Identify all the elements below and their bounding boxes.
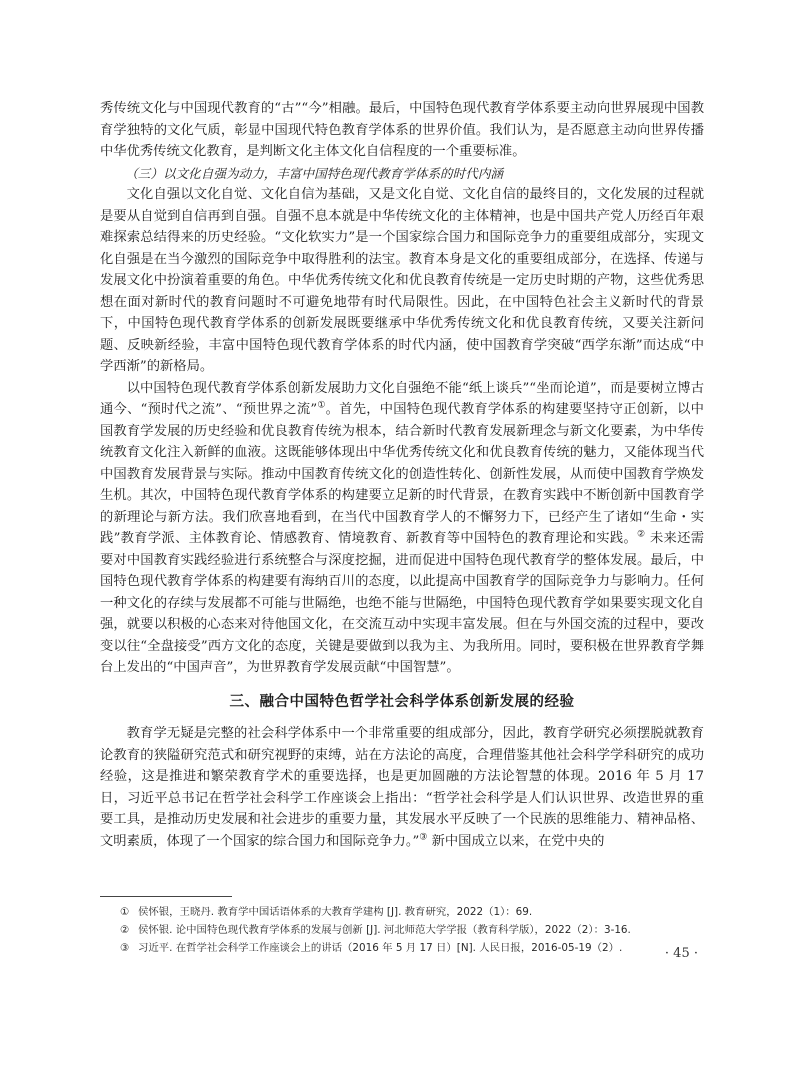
paragraph-text: 教育学无疑是完整的社会科学体系中一个非常重要的组成部分，因此，教育学研究必须摆脱就教育论教育的狭隘研究范式和研究视野的束缚，站在方法论的高度，合理借鉴其他社会科学学科研究的成功经验，这是推进和繁荣教育学术的重要选择，也是更加圆融的方法论智慧的体现。2016 年 5 月 17 日，习近平总书记在哲学社会科学工作座谈会上指出：“哲学社会科学是人们认识世界、改造世界的重要工具，是推动历史发展和社会进步的重要力量，其发展水平反映了一个民族的思维能力、精神品格、文明素质，体现了一个国家的综合国力和国际竞争力。” <box>100 726 704 849</box>
page-number: · 45 · <box>664 946 698 961</box>
subheading: （三）以文化自强为动力，丰富中国特色现代教育学体系的时代内涵 <box>125 165 503 181</box>
footnote-divider <box>100 896 232 897</box>
body-text <box>100 98 704 852</box>
footnote-number: ① <box>120 906 130 918</box>
footnote <box>120 939 710 957</box>
footnote-ref[interactable]: ③ <box>419 832 428 843</box>
footnote-text: 侯怀银. 论中国特色现代教育学体系的发展与创新 [J]. 河北师范大学学报（教育科学版），2022（2）：3-16. <box>138 924 631 936</box>
paragraph-text: 。首先，中国特色现代教育学体系的构建要坚持守正创新，以中国教育学发展的历史经验和优良教育传统为根本，结合新时代教育发展新理念与新文化要素，为中华传统教育文化注入新鲜的血液。这既能够体现出中华优秀传统文化和优良教育传统的魅力，又能体现当代中国教育发展背景与实际。推动中国教育传统文化的创造性转化、创新性发展，从而使中国教育学焕发生机。其次，中国特色现代教育学体系的构建要立足新的时代背景，在教育实践中不断创新中国教育学的新理论与新方法。我们欣喜地看到，在当代中国教育学人的不懈努力下，已经产生了诸如“生命・实践”教育学派、主体教育论、情感教育、情境教育、新教育等中国特色的教育理论和实践。 <box>100 402 704 546</box>
footnote-number: ② <box>120 924 130 936</box>
paragraph-text: 文化自强以文化自觉、文化自信为基础，又是文化自觉、文化自信的最终目的，文化发展的过程就是要从自觉到自信再到自强。自强不息本就是中华传统文化的主体精神，也是中国共产党人历经百年艰难探索总结得来的历史经验。“文化软实力”是一个国家综合国力和国际竞争力的重要组成部分，实现文化自强是在当今激烈的国际竞争中取得胜利的法宝。教育本身是文化的重要组成部分，在选择、传递与发展文化中扮演着重要的角色。中华优秀传统文化和优良教育传统是一定历史时期的产物，这些优秀思想在面对新时代的教育问题时不可避免地带有时代局限性。因此，在中国特色社会主义新时代的背景下，中国特色现代教育学体系的创新发展既要继承中华优秀传统文化和优良教育传统，又要关注新问题、反映新经验，丰富中国特色现代教育学体系的时代内涵，使中国教育学突破“西学东渐”而达成“中学西渐”的新格局。 <box>100 187 704 374</box>
footnote-ref[interactable]: ② <box>637 529 646 540</box>
footnote-number: ③ <box>120 942 130 954</box>
paragraph-continued <box>100 98 704 163</box>
footnote-text: 习近平. 在哲学社会科学工作座谈会上的讲话（2016 年 5 月 17 日）[N]. 人民日报，2016-05-19（2）. <box>138 942 623 954</box>
footnotes <box>120 903 710 957</box>
paragraph-text: 以中国特色现代教育学体系创新发展助力文化自强绝不能“纸上谈兵”“坐而论道”，而是要树立博古通今、“预时代之流”、“预世界之流” <box>100 380 704 417</box>
paragraph <box>100 184 704 378</box>
footnote-text: 侯怀银，王晓丹. 教育学中国话语体系的大教育学建构 [J]. 教育研究，2022（1）：69. <box>138 906 533 918</box>
paragraph <box>100 378 704 679</box>
paragraph <box>100 723 704 852</box>
footnote <box>120 921 710 939</box>
section-title: 三、融合中国特色哲学社会科学体系创新发展的经验 <box>229 693 575 710</box>
paragraph-text: 未来还需要对中国教育实践经验进行系统整合与深度挖掘，进而促进中国特色现代教育学的整体发展。最后，中国特色现代教育学体系的构建要有海纳百川的态度，以此提高中国教育学的国际竞争力与影响力。任何一种文化的存续与发展都不可能与世隔绝，也绝不能与世隔绝，中国特色现代教育学如果要实现文化自强，就要以积极的心态来对待他国文化，在交流互动中实现丰富发展。但在与外国交流的过程中，要改变以往“全盘接受”西方文化的态度，关键是要做到以我为主、为我所用。同时，要积极在世界教育学舞台上发出的“中国声音”，为世界教育学发展贡献“中国智慧”。 <box>100 531 705 675</box>
paragraph-text: 秀传统文化与中国现代教育的“古”“今”相融。最后，中国特色现代教育学体系要主动向世界展现中国教育学独特的文化气质，彰显中国现代特色教育学体系的世界价值。我们认为，是否愿意主动向世界传播中华优秀传统文化教育，是判断文化主体文化自信程度的一个重要标准。 <box>100 101 704 159</box>
footnote-ref[interactable]: ① <box>317 400 326 411</box>
footnote <box>120 903 710 921</box>
paragraph-text: 新中国成立以来，在党中央的 <box>427 833 605 849</box>
